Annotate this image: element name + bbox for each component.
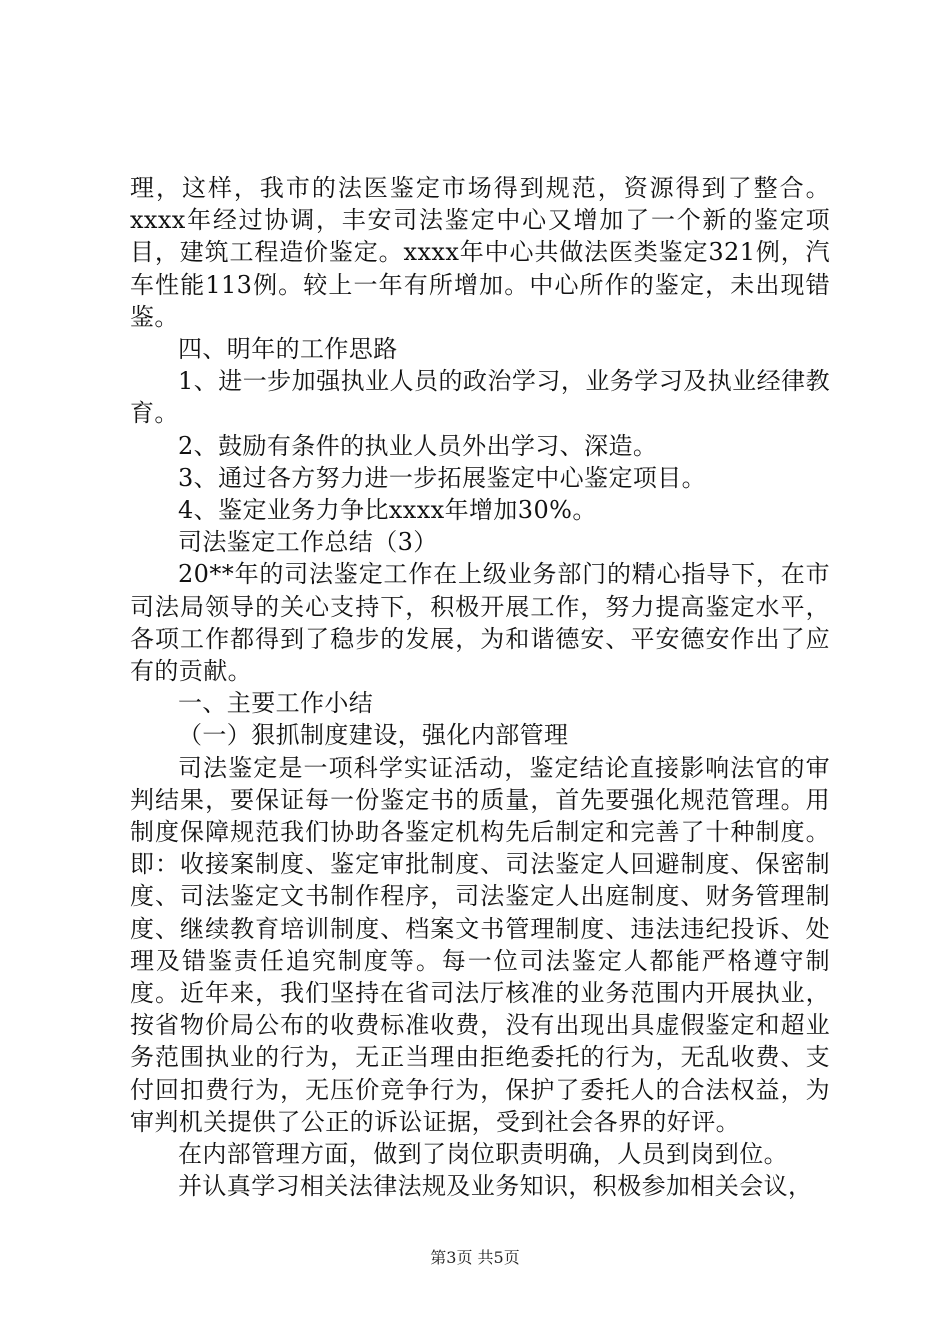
list-item: 1、进一步加强执业人员的政治学习，业务学习及执业经律教育。 [130,367,830,428]
paragraph: 并认真学习相关法律法规及业务知识，积极参加相关会议， [178,1172,813,1201]
subsection-heading: （一）狠抓制度建设，强化内部管理 [178,721,569,750]
paragraph: 在内部管理方面，做到了岗位职责明确，人员到岗到位。 [178,1140,788,1169]
paragraph: 司法鉴定是一项科学实证活动，鉴定结论直接影响法官的审判结果，要保证每一份鉴定书的质量，首先要强化规范管理。用制度保障规范我们协助各鉴定机构先后制定和完善了十种制度。即：收接案制度、鉴定审批制度、司法鉴定人回避制度、保密制度、司法鉴定文书制作程序，司法鉴定人出庭制度、财务管理制度、继续教育培训制度、档案文书管理制度、违法违纪投诉、处理及错鉴责任追究制度等。每一位司法鉴定人都能严格遵守制度。近年来，我们坚持在省司法厅核准的业务范围内开展执业，按省物价局公布的收费标准收费，没有出现出具虚假鉴定和超业务范围执业的行为，无正当理由拒绝委托的行为，无乱收费、支付回扣费行为，无压价竞争行为，保护了委托人的合法权益，为审判机关提供了公正的诉讼证据，受到社会各界的好评。 [130,753,830,1136]
paragraph: 理，这样，我市的法医鉴定市场得到规范，资源得到了整合。xxxx年经过协调，丰安司法鉴定中心又增加了一个新的鉴定项目，建筑工程造价鉴定。xxxx年中心共做法医类鉴定321例，汽车性能113例。较上一年有所增加。中心所作的鉴定，未出现错鉴。 [130,174,830,331]
section-heading: 四、明年的工作思路 [178,335,398,364]
list-item: 4、鉴定业务力争比xxxx年增加30%。 [178,496,597,525]
paragraph: 20**年的司法鉴定工作在上级业务部门的精心指导下，在市司法局领导的关心支持下，积极开展工作，努力提高鉴定水平，各项工作都得到了稳步的发展，为和谐德安、平安德安作出了应有的贡献。 [130,560,830,686]
document-title: 司法鉴定工作总结（3） [178,528,438,557]
page-number: 第3页 共5页 [430,1248,520,1267]
section-heading: 一、主要工作小结 [178,689,374,718]
list-item: 2、鼓励有条件的执业人员外出学习、深造。 [178,431,658,460]
list-item: 3、通过各方努力进一步拓展鉴定中心鉴定项目。 [178,463,707,492]
page-footer [0,1245,950,1268]
body-text [130,172,830,1203]
